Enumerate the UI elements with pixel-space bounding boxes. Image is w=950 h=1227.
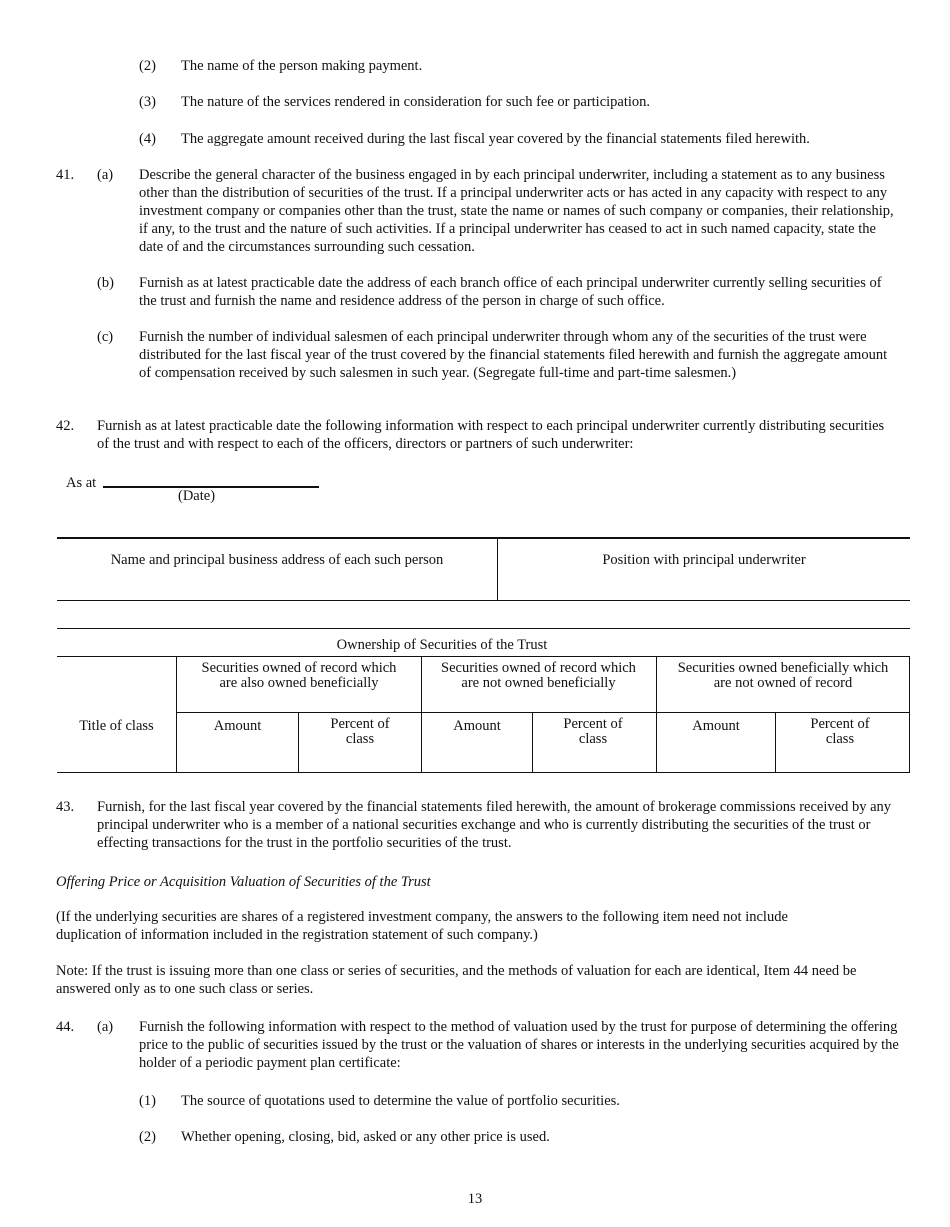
- table1-header-position: Position with principal underwriter: [602, 552, 806, 568]
- subitem-text: The aggregate amount received during the last fiscal year covered by the financial statements filed herewith.: [181, 131, 810, 147]
- subitem-number: (1): [139, 1093, 156, 1109]
- table2-divider: [656, 656, 657, 773]
- table2-header-percent-of-class: Percent of class: [330, 716, 390, 747]
- table1-column-divider: [497, 538, 498, 601]
- item-41a-label: (a): [97, 167, 114, 183]
- subitem-text: Whether opening, closing, bid, asked or any other price is used.: [181, 1129, 550, 1145]
- table2-header-title-of-class: Title of class: [79, 718, 154, 734]
- item-number-42: 42.: [56, 418, 75, 434]
- item-number-41: 41.: [56, 167, 75, 183]
- table2-group-record-not-beneficial: Securities owned of record which are not owned beneficially: [441, 660, 636, 691]
- item-41a-text: Describe the general character of the business engaged in by each principal underwriter, including a statement as to any business other than the distribution of securities of the trust. If a principal underwriter acts or has acted in any capacity with respect to any investment company or companies other than the trust, state the name or names of such company or companies, their relationship, if any, to the trust and the nature of such activities. If a principal underwriter has ceased to act in such named capacity, state the date of and the circumstances surrounding such cessation.: [139, 167, 894, 255]
- table2-header-percent-of-class: Percent of class: [563, 716, 623, 747]
- table2-header-percent-of-class: Percent of class: [810, 716, 870, 747]
- subitem-text: The name of the person making payment.: [181, 58, 423, 74]
- table2-divider: [909, 656, 910, 773]
- table2-title: Ownership of Securities of the Trust: [336, 637, 548, 653]
- table2-title-underline: [57, 656, 910, 657]
- subitem-number: (2): [139, 58, 156, 74]
- table2-header-amount: Amount: [692, 718, 740, 734]
- table2-group-record-and-beneficial: Securities owned of record which are also owned beneficially: [201, 660, 397, 691]
- table1-bottom-border: [57, 600, 910, 601]
- subitem-text: The source of quotations used to determine the value of portfolio securities.: [181, 1093, 620, 1109]
- table2-divider: [176, 656, 177, 773]
- table2-divider: [775, 712, 776, 773]
- subitem-number: (3): [139, 94, 156, 110]
- table2-group-beneficial-not-record: Securities owned beneficially which are not owned of record: [677, 660, 889, 691]
- subitem-text: The nature of the services rendered in consideration for such fee or participation.: [181, 94, 651, 110]
- table2-divider: [298, 712, 299, 773]
- item-number-44: 44.: [56, 1019, 75, 1035]
- table2-divider: [421, 656, 422, 773]
- date-caption: (Date): [178, 488, 216, 504]
- item-41b-text: Furnish as at latest practicable date the address of each branch office of each principal underwriter currently selling securities of the trust and furnish the name and residence address of the person in charge of such office.: [139, 275, 882, 309]
- item-41b-label: (b): [97, 275, 114, 291]
- item-42-text: Furnish as at latest practicable date the following information with respect to each principal underwriter currently distributing securities of the trust and with respect to each of the officers, directors or partners of such underwriter:: [97, 418, 885, 452]
- subitem-number: (2): [139, 1129, 156, 1145]
- table1-header-name-address: Name and principal business address of each such person: [110, 552, 444, 568]
- paragraph-note: Note: If the trust is issuing more than one class or series of securities, and the methods of valuation for each are identical, Item 44 need be answered only as to one such class or series.: [56, 963, 857, 997]
- table2-top-border: [57, 628, 910, 629]
- item-44a-label: (a): [97, 1019, 114, 1035]
- section-heading: Offering Price or Acquisition Valuation of Securities of the Trust: [56, 874, 431, 890]
- paragraph-underlying-securities: (If the underlying securities are shares of a registered investment company, the answers to the following item need not include duplication of information included in the registration statement of such company.): [56, 909, 788, 943]
- table2-group-underline: [176, 712, 910, 713]
- page-number: 13: [467, 1191, 483, 1207]
- item-41c-label: (c): [97, 329, 114, 345]
- table2-header-amount: Amount: [213, 718, 262, 734]
- table2-bottom-border: [57, 772, 910, 773]
- as-at-label: As at: [66, 475, 97, 491]
- table2-header-amount: Amount: [453, 718, 501, 734]
- item-number-43: 43.: [56, 799, 75, 815]
- subitem-number: (4): [139, 131, 156, 147]
- item-41c-text: Furnish the number of individual salesmen of each principal underwriter through whom any of the securities of the trust were distributed for the last fiscal year of the trust covered by the financial statements filed herewith and furnish the aggregate amount of compensation received by such salesmen in such year. (Segregate full-time and part-time salesmen.): [139, 329, 888, 381]
- item-43-text: Furnish, for the last fiscal year covered by the financial statements filed herewith, the amount of brokerage commissions received by any principal underwriter who is a member of a national securities exchange and who is currently distributing the securities of the trust or effecting transactions for the trust in the portfolio securities of the trust.: [97, 799, 892, 851]
- table1-top-border: [57, 537, 910, 539]
- item-44a-text: Furnish the following information with respect to the method of valuation used by the trust for purpose of determining the offering price to the public of securities issued by the trust or the valuation of shares or interests in the underlying securities acquired by the holder of a periodic payment plan certificate:: [139, 1019, 899, 1071]
- table2-divider: [532, 712, 533, 773]
